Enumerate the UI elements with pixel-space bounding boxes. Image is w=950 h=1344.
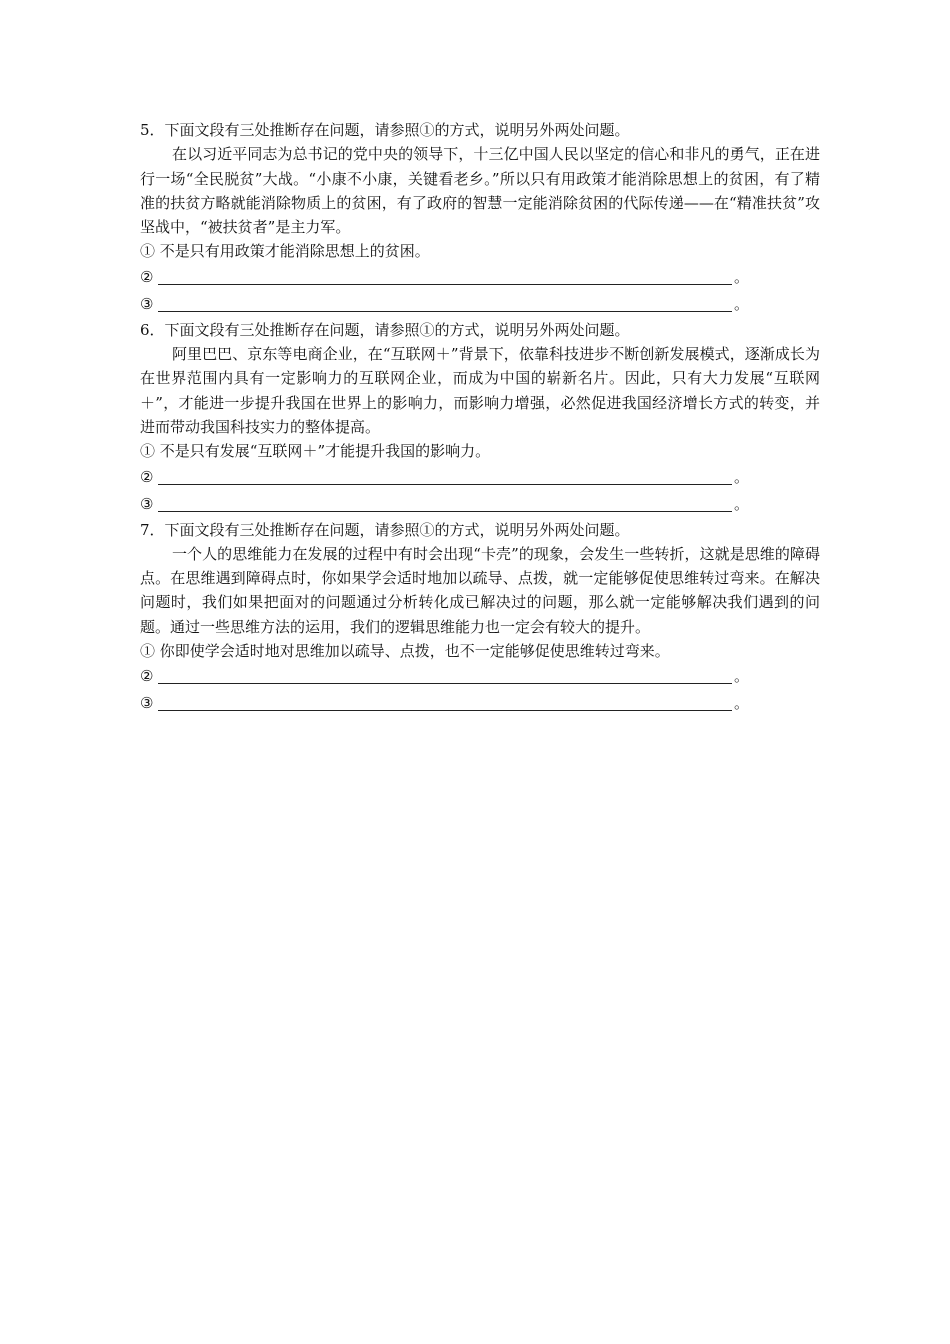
question-5	[140, 118, 820, 318]
answer-end-mark: 。	[734, 494, 750, 513]
example-answer: ① 不是只有发展“互联网＋”才能提升我国的影响力。	[140, 442, 491, 461]
worksheet-page	[140, 118, 820, 717]
example-answer: ① 你即使学会适时地对思维加以疏导、点拨，也不一定能够促使思维转过弯来。	[140, 642, 670, 661]
answer-end-mark: 。	[734, 694, 750, 713]
answer-blank[interactable]	[158, 293, 732, 312]
answer-end-mark: 。	[734, 667, 750, 686]
example-answer: ① 不是只有用政策才能消除思想上的贫困。	[140, 242, 430, 261]
question-paragraph: 在以习近平同志为总书记的党中央的领导下，十三亿中国人民以坚定的信心和非凡的勇气，正在进行一场“全民脱贫”大战。“小康不小康，关键看老乡。”所以只有用政策才能消除思想上的贫困，有了精准的扶贫方略就能消除物质上的贫困，有了政府的智慧一定能消除贫困的代际传递——在“精准扶贫”攻坚战中，“被扶贫者”是主力军。	[140, 145, 820, 237]
answer-end-mark: 。	[734, 267, 750, 286]
answer-line-3	[140, 690, 820, 717]
answer-line-2	[140, 663, 820, 690]
answer-blank[interactable]	[158, 266, 732, 285]
answer-line-2	[140, 464, 820, 491]
answer-end-mark: 。	[734, 467, 750, 486]
answer-marker: ③	[140, 494, 154, 513]
question-paragraph: 一个人的思维能力在发展的过程中有时会出现“卡壳”的现象，会发生一些转折，这就是思维的障碍点。在思维遇到障碍点时，你如果学会适时地加以疏导、点拨，就一定能够促使思维转过弯来。在解决问题时，我们如果把面对的问题通过分析转化成已解决过的问题，那么就一定能够解决我们遇到的问题。通过一些思维方法的运用，我们的逻辑思维能力也一定会有较大的提升。	[140, 544, 820, 636]
question-title: 6．下面文段有三处推断存在问题，请参照①的方式，说明另外两处问题。	[140, 320, 630, 339]
question-title: 7．下面文段有三处推断存在问题，请参照①的方式，说明另外两处问题。	[140, 520, 630, 539]
question-title: 5．下面文段有三处推断存在问题，请参照①的方式，说明另外两处问题。	[140, 121, 630, 139]
question-7	[140, 518, 820, 718]
answer-marker: ③	[140, 694, 154, 713]
answer-blank[interactable]	[158, 665, 732, 684]
answer-line-3	[140, 291, 820, 318]
answer-marker: ②	[140, 667, 154, 686]
answer-marker: ③	[140, 294, 154, 313]
answer-line-2	[140, 264, 820, 291]
answer-line-3	[140, 491, 820, 518]
answer-blank[interactable]	[158, 466, 732, 485]
answer-end-mark: 。	[734, 294, 750, 313]
question-paragraph: 阿里巴巴、京东等电商企业，在“互联网＋”背景下，依靠科技进步不断创新发展模式，逐渐成长为在世界范围内具有一定影响力的互联网企业，而成为中国的崭新名片。因此，只有大力发展“互联网＋”，才能进一步提升我国在世界上的影响力，而影响力增强，必然促进我国经济增长方式的转变，并进而带动我国科技实力的整体提高。	[140, 345, 820, 436]
answer-marker: ②	[140, 267, 154, 286]
answer-blank[interactable]	[158, 493, 732, 512]
answer-marker: ②	[140, 467, 154, 486]
answer-blank[interactable]	[158, 692, 732, 711]
question-6	[140, 318, 820, 518]
